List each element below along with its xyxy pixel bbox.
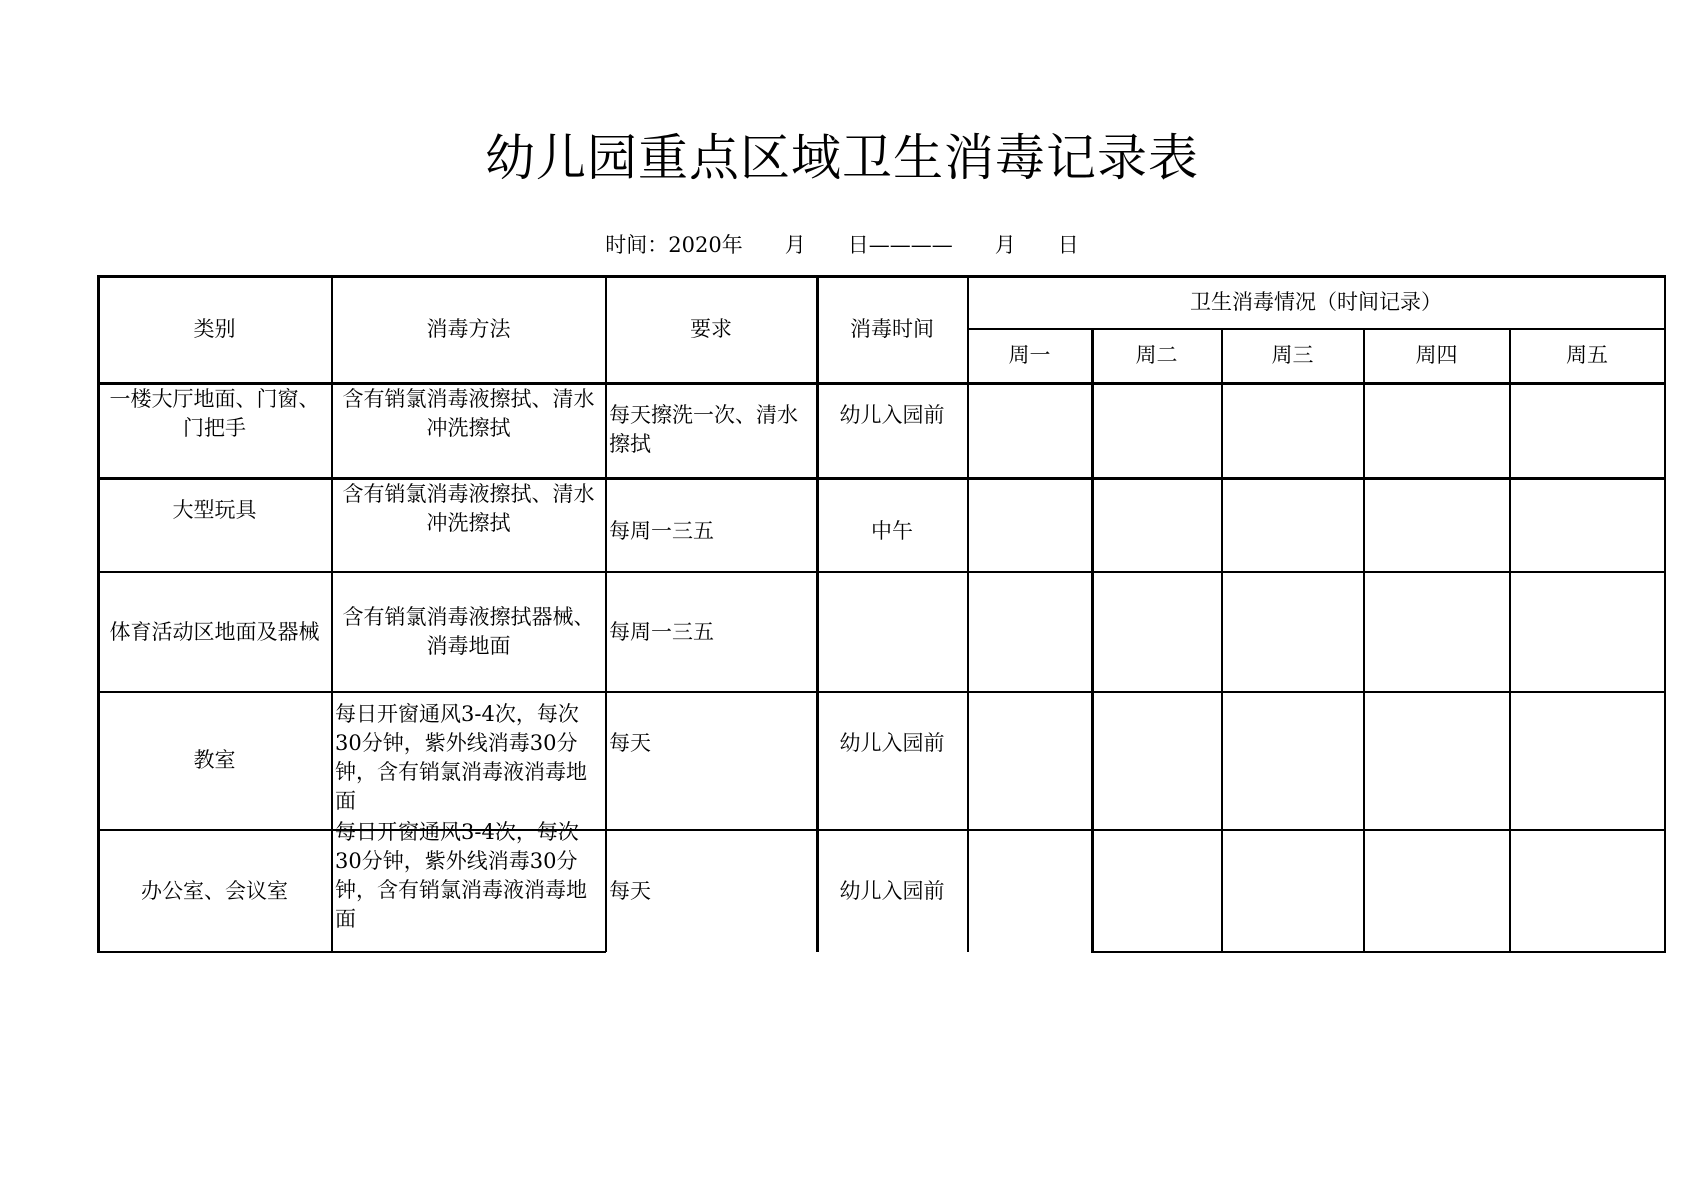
column-divider <box>1363 328 1365 952</box>
row-5-method: 每日开窗通风3-4次，每次30分钟，紫外线消毒30分钟，含有销氯消毒液消毒地面 <box>335 820 587 931</box>
row-5-category: 办公室、会议室 <box>141 878 288 903</box>
table-bottom-border <box>97 951 606 953</box>
table-bottom-border <box>1091 951 1666 953</box>
row-2-method: 含有销氯消毒液擦拭、清水冲洗擦拭 <box>342 482 595 535</box>
row-1-requirement: 每天擦洗一次、清水擦拭 <box>609 403 798 456</box>
row-1-method: 含有销氯消毒液擦拭、清水冲洗擦拭 <box>342 387 595 440</box>
row-4-category: 教室 <box>193 747 236 772</box>
header-category: 类别 <box>193 316 236 341</box>
header-method: 消毒方法 <box>426 316 511 341</box>
column-divider <box>1091 328 1094 952</box>
header-tuesday: 周二 <box>1135 343 1178 367</box>
column-divider <box>1509 328 1511 952</box>
column-divider <box>1221 328 1223 952</box>
date-range-line: 时间：2020年 月 日———— 月 日 <box>605 233 1079 257</box>
header-monday: 周一 <box>1008 343 1051 367</box>
row-2-time: 中午 <box>871 519 913 543</box>
table-right-border <box>1664 275 1666 952</box>
header-time: 消毒时间 <box>850 316 934 341</box>
header-requirement: 要求 <box>690 316 732 341</box>
row-2-category: 大型玩具 <box>172 497 257 522</box>
row-4-requirement: 每天 <box>609 731 651 755</box>
header-wednesday: 周三 <box>1271 343 1314 367</box>
row-2-requirement: 每周一三五 <box>609 519 714 543</box>
row-3-time <box>817 573 967 691</box>
header-thursday: 周四 <box>1415 343 1458 367</box>
row-1-time: 幼儿入园前 <box>839 402 945 427</box>
row-1-category: 一楼大厅地面、门窗、门把手 <box>109 387 320 440</box>
page-title: 幼儿园重点区域卫生消毒记录表 <box>485 129 1199 187</box>
row-3-requirement: 每周一三五 <box>609 619 714 644</box>
header-record-group: 卫生消毒情况（时间记录） <box>1190 289 1442 314</box>
row-3-category: 体育活动区地面及器械 <box>109 619 320 644</box>
row-4-time: 幼儿入园前 <box>839 731 945 755</box>
header-friday: 周五 <box>1566 343 1608 367</box>
row-4-method: 每日开窗通风3-4次，每次30分钟，紫外线消毒30分钟，含有销氯消毒液消毒地面 <box>335 702 587 813</box>
row-5-time: 幼儿入园前 <box>839 878 945 903</box>
row-5-requirement: 每天 <box>609 878 651 903</box>
row-3-method: 含有销氯消毒液擦拭器械、消毒地面 <box>342 605 595 658</box>
